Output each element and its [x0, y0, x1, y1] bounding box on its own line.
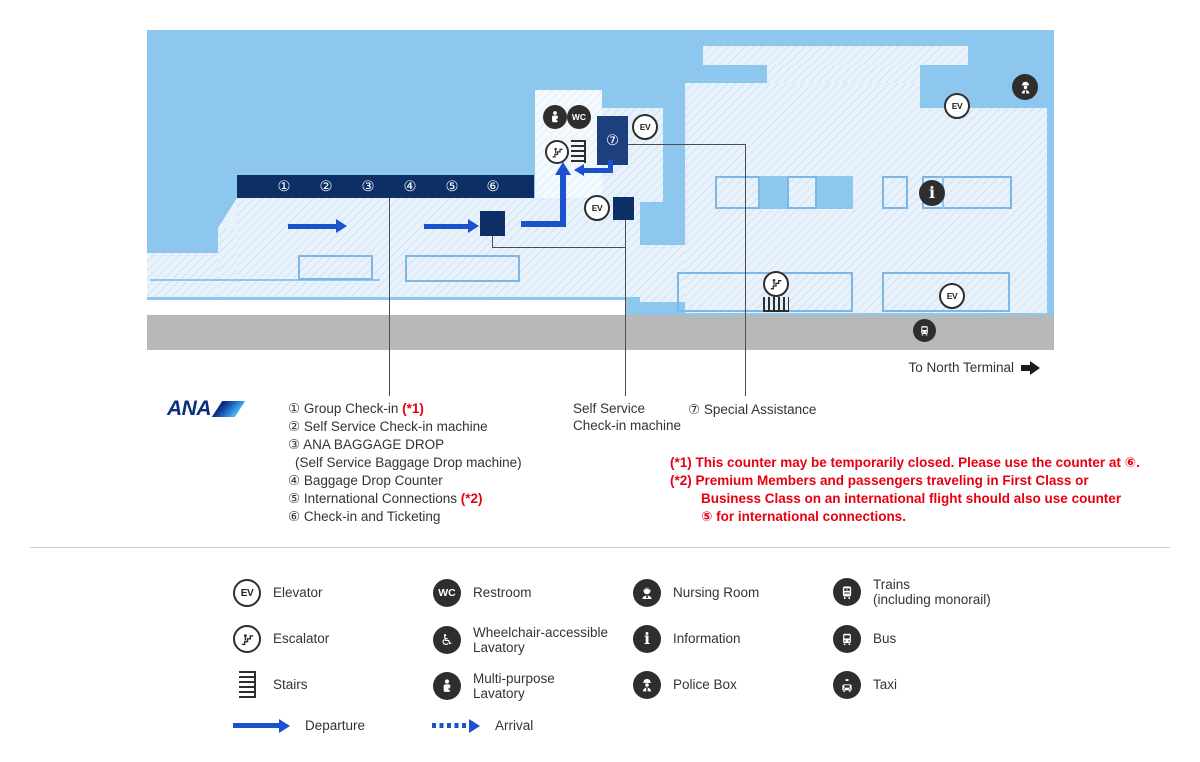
- police-officer-glyph: [1017, 79, 1034, 96]
- legend-multipurpose-lavatory: Multi-purpose Lavatory: [433, 671, 555, 701]
- note-ref-1: (*1): [402, 401, 424, 416]
- restroom-icon: WC: [433, 579, 461, 607]
- counter-2-number: ②: [319, 179, 333, 195]
- escalator-icon: [545, 140, 569, 164]
- departure-path-vertical: [560, 174, 566, 227]
- stairs-icon: [239, 671, 256, 698]
- escalator-glyph: [768, 276, 784, 292]
- taxi-glyph: [838, 676, 856, 694]
- facility-block: [535, 90, 602, 198]
- ana-logo-mark: [212, 401, 245, 417]
- to-north-terminal: [860, 359, 1040, 377]
- legend-item-3: ③ ANA BAGGAGE DROP: [288, 437, 445, 452]
- footnote-1: (*1) This counter may be temporarily closed. Please use the counter at ⑥.: [670, 455, 1140, 470]
- departure-arrow-shaft: [424, 224, 469, 229]
- leader-line-machine-horiz: [492, 247, 625, 248]
- legend-elevator: EV Elevator: [233, 579, 323, 607]
- stairs-icon: [763, 297, 789, 312]
- footnotes: [670, 455, 1140, 527]
- footnote-2b: Business Class on an international flight should also use counter: [701, 491, 1122, 506]
- counter-1-number: ①: [277, 179, 291, 195]
- legend-item-1: ① Group Check-in (*1): [288, 401, 424, 416]
- train-icon: [833, 578, 861, 606]
- floor-left-edge: [218, 228, 237, 300]
- floor-top-strip2: [767, 65, 920, 83]
- floor-bottom-edge: [147, 297, 640, 300]
- legend-arrival: Arrival: [432, 718, 533, 733]
- departure-arrow-head: [336, 219, 347, 233]
- legend-item-4: ④ Baggage Drop Counter: [288, 473, 443, 488]
- legend-escalator: Escalator: [233, 625, 329, 653]
- room-outline: [715, 176, 760, 209]
- leader-line-machine-vert: [625, 220, 626, 396]
- escalator-icon: [233, 625, 261, 653]
- footnote-2c: ⑤ for international connections.: [701, 509, 906, 524]
- legend-wheelchair-lavatory: ♿ Wheelchair-accessible Lavatory: [433, 625, 608, 655]
- multipurpose-lavatory-icon: [543, 105, 567, 129]
- section-divider: [30, 547, 1170, 548]
- escalator-glyph: [550, 145, 565, 160]
- room-filled: [817, 176, 853, 209]
- information-icon: i: [633, 625, 661, 653]
- self-service-machine: [613, 197, 634, 220]
- departure-arrow-shaft: [288, 224, 337, 229]
- assist-arrow-shaft: [584, 168, 613, 173]
- arrival-arrow-icon: [432, 719, 480, 733]
- legend-item-2: ② Self Service Check-in machine: [288, 419, 488, 434]
- counter-5-number: ⑤: [445, 179, 459, 195]
- special-assistance-label: ⑦ Special Assistance: [688, 402, 817, 417]
- police-officer-glyph: [638, 676, 656, 694]
- person-glyph: [547, 109, 563, 125]
- elevator-icon: EV: [632, 114, 658, 140]
- self-service-machine: [480, 211, 505, 236]
- footnote-2: (*2) Premium Members and passengers traveling in First Class or: [670, 473, 1089, 488]
- train-glyph: [838, 583, 856, 601]
- counter-6-number: ⑥: [486, 179, 500, 195]
- self-service-label: Self Service Check-in machine: [573, 401, 682, 433]
- room-outline: [787, 176, 817, 209]
- police-box-icon: [1012, 74, 1038, 100]
- departure-arrow-icon: [233, 719, 290, 733]
- leader-line-counters: [389, 198, 390, 396]
- to-north-terminal-label: To North Terminal: [908, 360, 1014, 375]
- police-box-icon: [633, 671, 661, 699]
- legend-restroom: WC Restroom: [433, 579, 532, 607]
- counter-4-number: ④: [403, 179, 417, 195]
- restroom-icon: WC: [567, 105, 591, 129]
- bus-icon: [833, 625, 861, 653]
- floor-left-diagonal: [218, 198, 237, 228]
- floor-top-strip: [703, 46, 968, 65]
- counter-legend-list: [288, 400, 522, 526]
- north-terminal-arrow-icon: [1021, 361, 1040, 375]
- escalator-icon: [763, 271, 789, 297]
- room-outline: [405, 255, 520, 282]
- ana-logo: [167, 398, 240, 419]
- legend-trains: Trains (including monorail): [833, 577, 991, 607]
- bus-glyph: [838, 630, 856, 648]
- departure-arrow-head: [468, 219, 479, 233]
- elevator-icon: EV: [584, 195, 610, 221]
- legend-taxi: Taxi: [833, 671, 897, 699]
- leader-line-assist-horiz: [628, 144, 745, 145]
- ana-logo-text: ANA: [167, 397, 211, 420]
- counter-7-box: [597, 116, 628, 165]
- note-ref-2: (*2): [460, 491, 483, 506]
- elevator-icon: EV: [939, 283, 965, 309]
- leader-line-machine-stub: [492, 236, 493, 247]
- stairs-icon: [571, 140, 586, 163]
- legend-police-box: Police Box: [633, 671, 737, 699]
- nursing-room-icon: [633, 579, 661, 607]
- assist-arrow-head: [574, 164, 584, 176]
- room-outline: [882, 176, 908, 209]
- taxi-icon: [833, 671, 861, 699]
- legend-item-3b: (Self Service Baggage Drop machine): [295, 455, 522, 470]
- floor-left: [237, 198, 640, 300]
- legend-bus: Bus: [833, 625, 896, 653]
- counter-7-number: ⑦: [606, 132, 619, 149]
- legend-item-5: ⑤ International Connections (*2): [288, 491, 483, 506]
- floor-far-left: [147, 253, 218, 300]
- baby-glyph: [638, 584, 656, 602]
- bus-icon: [913, 319, 936, 342]
- bus-glyph: [917, 323, 932, 338]
- room-outline: [298, 255, 373, 280]
- person-glyph: [438, 677, 456, 695]
- legend-departure: Departure: [233, 718, 365, 733]
- room-filled: [760, 176, 787, 209]
- elevator-icon: EV: [233, 579, 261, 607]
- escalator-glyph: [239, 631, 256, 648]
- counter-3-number: ③: [361, 179, 375, 195]
- legend-information: i Information: [633, 625, 741, 653]
- elevator-icon: EV: [944, 93, 970, 119]
- legend-item-6: ⑥ Check-in and Ticketing: [288, 509, 441, 524]
- wheelchair-icon: ♿: [433, 626, 461, 654]
- information-icon: i: [919, 180, 945, 206]
- legend-stairs: Stairs: [233, 671, 308, 698]
- multipurpose-lavatory-icon: [433, 672, 461, 700]
- leader-line-assist-vert: [745, 144, 746, 396]
- legend-nursing-room: Nursing Room: [633, 579, 759, 607]
